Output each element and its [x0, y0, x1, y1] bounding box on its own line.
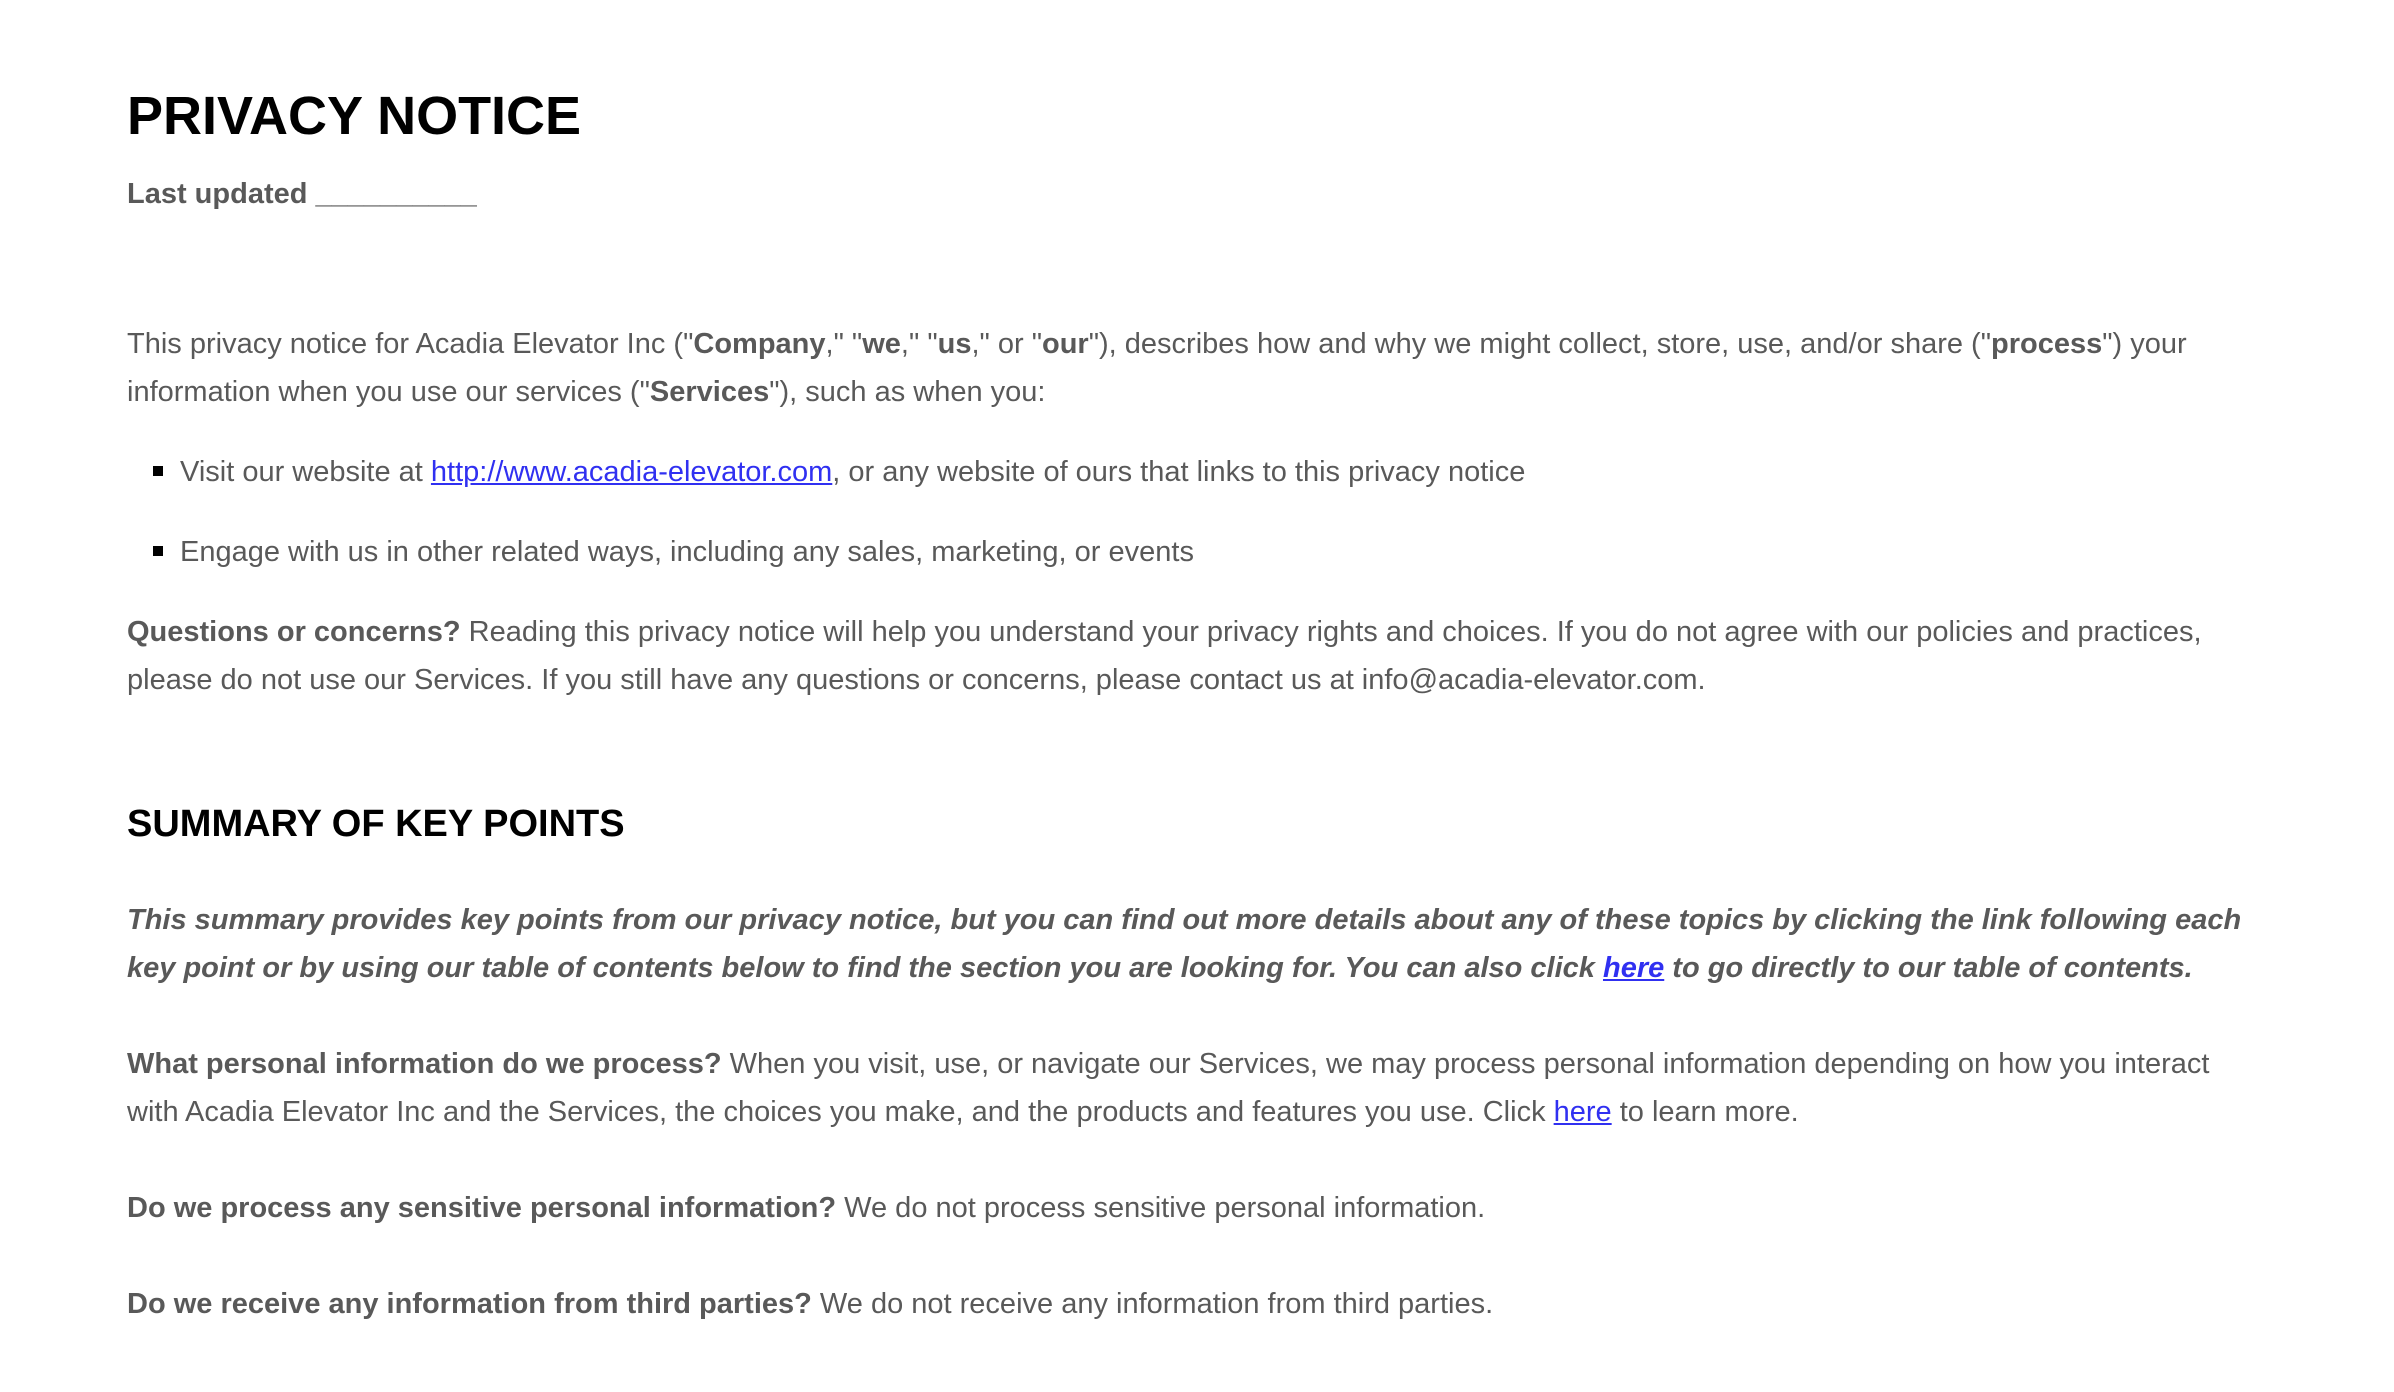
- list-item: [180, 448, 2267, 496]
- bullet-1-text-after: , or any website of ours that links to this privacy notice: [832, 456, 1526, 488]
- square-bullet-icon: [153, 466, 163, 476]
- intro-term-our: our: [1042, 328, 1089, 360]
- key-point-third-parties: [127, 1280, 2267, 1328]
- summary-intro-paragraph: [127, 896, 2267, 992]
- intro-text-3: ," ": [900, 328, 938, 360]
- intro-text-4: ," or ": [971, 328, 1042, 360]
- square-bullet-icon: [153, 546, 163, 556]
- bullet-1-text: Visit our website at: [180, 456, 431, 488]
- intro-term-company: Company: [693, 328, 826, 360]
- last-updated: Last updated __________: [127, 178, 477, 210]
- key-point-personal-text: When you visit, use, or navigate our Services, we may process personal information depending on how you interact with Acadia Elevator Inc and the Services, the choices you make, and the products and features you use. Click: [127, 1048, 2210, 1128]
- bullet-2-text: Engage with us in other related ways, including any sales, marketing, or events: [180, 536, 1194, 568]
- table-of-contents-link[interactable]: here: [1602, 952, 1665, 984]
- intro-term-process: process: [1991, 328, 2103, 360]
- learn-more-link[interactable]: here: [1553, 1096, 1612, 1128]
- key-point-sensitive-info: [127, 1184, 2267, 1232]
- summary-intro-text-after: to go directly to our table of contents.: [1664, 952, 2193, 984]
- questions-text: Reading this privacy notice will help you understand your privacy rights and choices. If you do not agree with our policies and practices, please do not use our Services. If you still have any questions or concerns, please contact us at info@acadia-elevator.com.: [127, 616, 2202, 696]
- key-point-personal-text-after: to learn more.: [1611, 1096, 1799, 1128]
- key-point-personal-info: [127, 1040, 2267, 1136]
- intro-term-we: we: [862, 328, 901, 360]
- website-link[interactable]: http://www.acadia-elevator.com: [430, 456, 833, 488]
- page-title: PRIVACY NOTICE: [127, 86, 582, 146]
- key-point-third-label: Do we receive any information from third parties?: [127, 1288, 812, 1320]
- intro-term-us: us: [937, 328, 972, 360]
- questions-paragraph: [127, 608, 2267, 704]
- intro-text-7: "), such as when you:: [769, 376, 1046, 408]
- key-point-sensitive-label: Do we process any sensitive personal information?: [127, 1192, 837, 1224]
- intro-text-5: "), describes how and why we might collect, store, use, and/or share (": [1088, 328, 1991, 360]
- summary-heading: SUMMARY OF KEY POINTS: [127, 803, 625, 845]
- intro-text-2: ," ": [825, 328, 863, 360]
- key-point-personal-label: What personal information do we process?: [127, 1048, 722, 1080]
- key-point-sensitive-text: We do not process sensitive personal information.: [836, 1192, 1486, 1224]
- key-point-third-text: We do not receive any information from third parties.: [811, 1288, 1494, 1320]
- services-bullet-list: [127, 448, 2267, 576]
- intro-paragraph: [127, 320, 2267, 416]
- questions-label: Questions or concerns?: [127, 616, 461, 648]
- intro-term-services: Services: [649, 376, 770, 408]
- list-item: [180, 528, 2267, 576]
- summary-intro-text: This summary provides key points from our privacy notice, but you can find out more details about any of these topics by clicking the link following each key point or by using our table of contents below to find the section you are looking for. You can also click: [127, 904, 2242, 984]
- intro-text-1: This privacy notice for Acadia Elevator Inc (": [127, 328, 694, 360]
- intro-text-6: ") your information when you use our services (": [127, 328, 2187, 408]
